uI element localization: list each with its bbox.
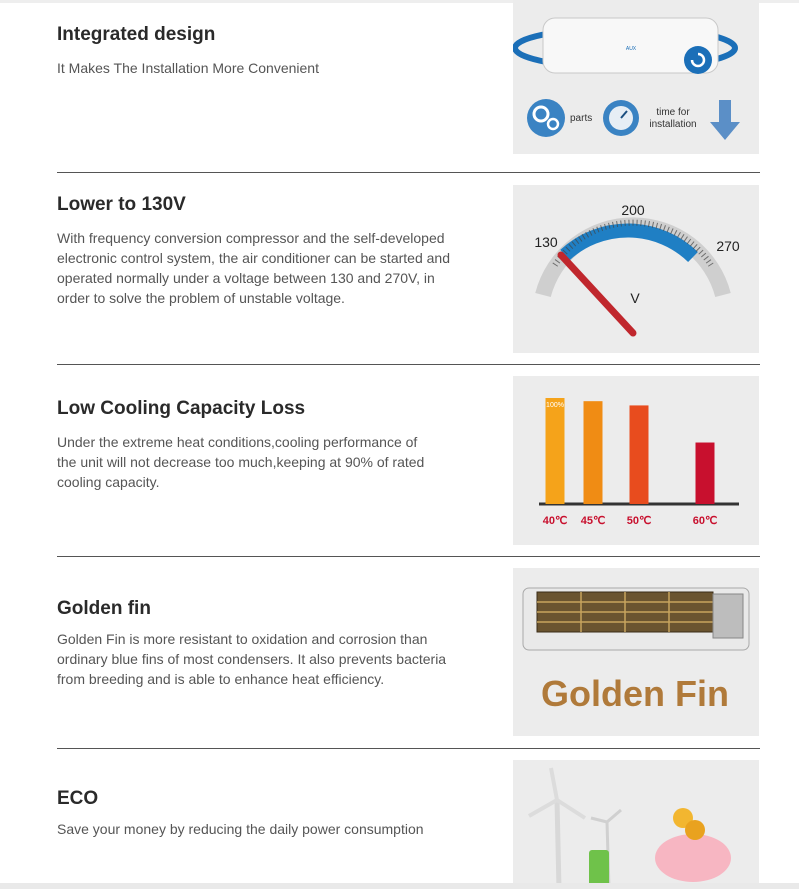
section-divider: [57, 172, 760, 173]
desc-line: ordinary blue fins of most condensers. It also prevents bacteria: [57, 651, 447, 667]
section-title-integrated-design: Integrated design: [57, 24, 216, 45]
desc-line: the unit will not decrease too much,keeping at 90% of rated: [57, 454, 425, 470]
desc-line: order to solve the problem of unstable voltage.: [57, 290, 345, 306]
eco-image: [513, 760, 759, 889]
bar-category-label: 40℃: [542, 515, 568, 527]
bar-1: [584, 401, 603, 504]
desc-line: from breeding and is able to enhance heat efficiency.: [57, 671, 385, 687]
bar-data-label: 100%: [546, 402, 564, 409]
bar-0: [546, 398, 565, 504]
parts-label: parts: [570, 113, 593, 124]
gauge-unit-label: V: [630, 290, 640, 306]
section-title-cooling-capacity: Low Cooling Capacity Loss: [57, 398, 306, 419]
time-label-line1: time for: [656, 107, 690, 118]
section-desc-cooling-capacity: [57, 432, 497, 492]
bar-2: [630, 405, 649, 504]
time-label-line2: installation: [649, 119, 697, 130]
golden-fin-caption: Golden Fin: [541, 673, 729, 714]
bottom-scroll-bar: [0, 883, 799, 889]
voltage-gauge-image: [513, 185, 759, 353]
section-desc-integrated-design: It Makes The Installation More Convenient: [57, 60, 319, 76]
desc-line: operated normally under a voltage between 130 and 270V, in: [57, 270, 435, 286]
brand-logo: AUX: [625, 46, 637, 52]
desc-line: Under the extreme heat conditions,cooling performance of: [57, 434, 418, 450]
bar-chart-svg: [513, 376, 759, 545]
down-arrow-icon: [710, 100, 740, 140]
bar-3: [696, 443, 715, 504]
desc-line: cooling capacity.: [57, 474, 160, 490]
bar-category-label: 60℃: [692, 515, 718, 527]
section-desc-eco: Save your money by reducing the daily power consumption: [57, 821, 424, 837]
cooling-capacity-chart: [513, 376, 759, 545]
piggy-bank-icon: [655, 834, 731, 882]
integrated-design-image: [513, 0, 759, 154]
section-title-eco: ECO: [57, 788, 99, 809]
section-desc-lower-voltage: [57, 228, 497, 308]
wind-turbine-icon: [557, 800, 559, 889]
bar-category-label: 45℃: [580, 515, 606, 527]
golden-fin-image: [513, 568, 759, 736]
bar-category-label: 50℃: [626, 515, 652, 527]
section-divider: [57, 364, 760, 365]
section-desc-golden-fin: [57, 629, 497, 689]
gauge-needle: [561, 255, 633, 333]
desc-line: With frequency conversion compressor and the self-developed: [57, 230, 445, 246]
section-title-lower-voltage: Lower to 130V: [57, 194, 186, 215]
gauge-min-label: 130: [534, 234, 558, 250]
rotate-icon: [684, 46, 712, 74]
section-divider: [57, 556, 760, 557]
section-divider: [57, 748, 760, 749]
section-title-golden-fin: Golden fin: [57, 598, 151, 619]
desc-line: Golden Fin is more resistant to oxidation and corrosion than: [57, 631, 428, 647]
desc-line: electronic control system, the air conditioner can be started and: [57, 250, 450, 266]
gauge-max-label: 270: [716, 238, 740, 254]
gauge-mid-label: 200: [621, 202, 645, 218]
